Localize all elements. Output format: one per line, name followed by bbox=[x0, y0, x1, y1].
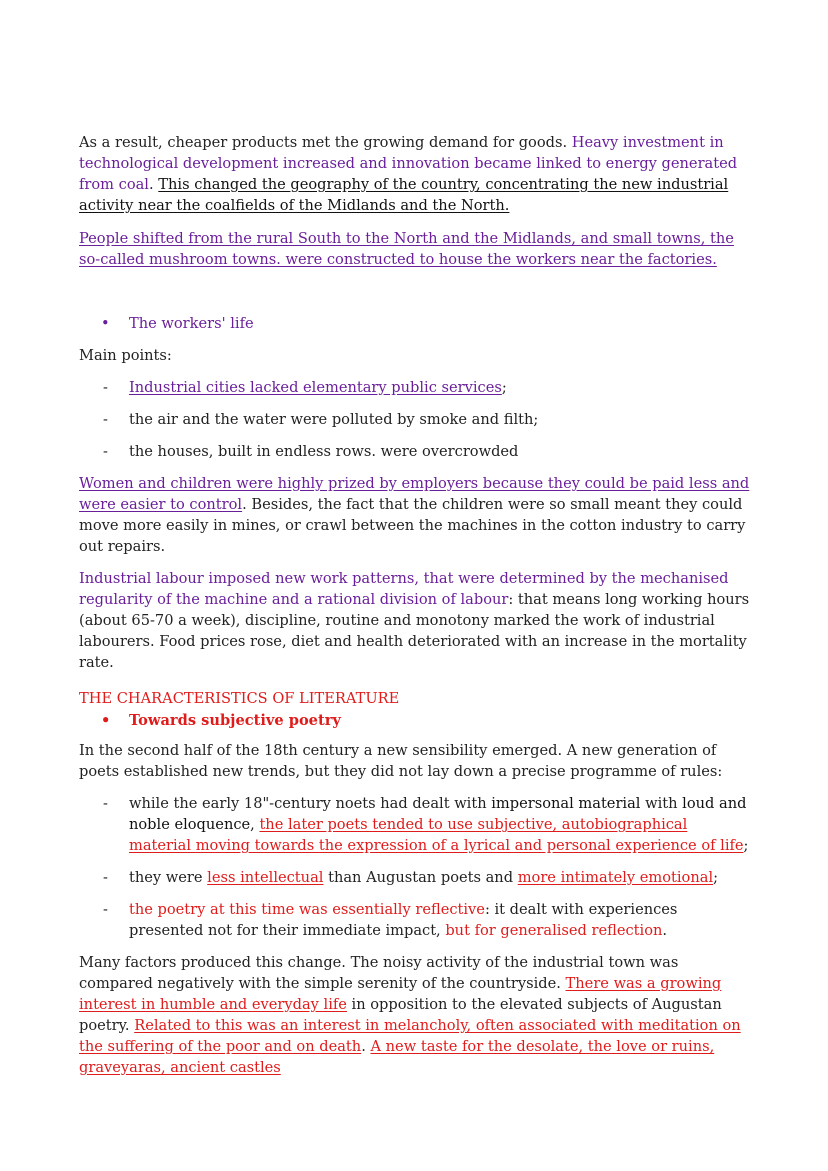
bullet-icon: • bbox=[101, 712, 111, 729]
section-heading-literature: THE CHARACTERISTICS OF LITERATURE bbox=[79, 690, 400, 707]
list-item bbox=[79, 867, 751, 888]
text-than-augustan: than Augustan poets and bbox=[323, 869, 518, 886]
text-melancholy: Related to this was an interest in melancholy, often associated with meditation on the suffering of the poor and on death bbox=[79, 1017, 741, 1055]
text-generalised-reflection: but for generalised reflection bbox=[445, 922, 663, 939]
text-they-were: they were bbox=[129, 869, 208, 886]
text-punct: ; bbox=[713, 869, 719, 886]
dash-icon: - bbox=[103, 901, 108, 918]
paragraph-many-factors bbox=[79, 952, 751, 1078]
text-children-mines: . Besides, the fact that the children were so small meant they could move more easily in mines, or crawl between the machines in the cotton industry to carry out repairs. bbox=[79, 496, 746, 555]
text-noisy-activity: Many factors produced this change. The noisy activity of the industrial town was compared negatively with the simple serenity of the countryside. bbox=[79, 954, 679, 992]
list-item bbox=[79, 899, 751, 941]
section-subjective-poetry bbox=[79, 710, 751, 731]
list-item bbox=[79, 377, 751, 398]
text-reflective-poetry: the poetry at this time was essentially reflective bbox=[129, 901, 485, 918]
text-overcrowded-houses: the houses, built in endless rows. were overcrowded bbox=[129, 443, 519, 460]
list-item bbox=[79, 409, 751, 430]
text-less-intellectual: less intellectual bbox=[207, 869, 324, 886]
section-workers-life bbox=[79, 313, 751, 334]
text-loud-eloquence: loud and noble eloquence bbox=[129, 795, 747, 833]
paragraph-women-children bbox=[79, 473, 751, 557]
text-public-services: Industrial cities lacked elementary public services bbox=[129, 379, 502, 396]
text-impersonal-material: impersonal material bbox=[491, 795, 641, 812]
dash-icon: - bbox=[103, 869, 108, 886]
text-punct: ; bbox=[501, 379, 507, 396]
text-punct: . bbox=[662, 922, 668, 939]
text-punct: . bbox=[361, 1038, 371, 1055]
text-heavy-investment: Heavy investment in technological development increased and innovation became linked to energy generated from coal bbox=[79, 134, 738, 193]
text-more-emotional: more intimately emotional bbox=[517, 869, 714, 886]
text-experiences: : it dealt with experiences presented not for their immediate impact, bbox=[129, 901, 678, 939]
dash-icon: - bbox=[103, 443, 108, 460]
dash-icon: - bbox=[103, 795, 108, 812]
document-body bbox=[79, 132, 751, 1078]
paragraph-industrial-labour bbox=[79, 568, 751, 673]
text-desolate-taste: A new taste for the desolate, the love or ruins, graveyaras, ancient castles bbox=[79, 1038, 715, 1076]
text-long-hours: : that means long working hours (about 65-70 a week), discipline, routine and monotony marked the work of industrial labourers. Food prices rose, diet and health deteriorated with an increase in the mortality rate. bbox=[79, 591, 750, 671]
paragraph-industrial-geography bbox=[79, 132, 751, 216]
text-new-work-patterns: Industrial labour imposed new work patterns, that were determined by the mechanised regularity of the machine and a rational division of labour bbox=[79, 570, 729, 608]
bullet-icon: • bbox=[101, 315, 110, 332]
section-heading-subjective-poetry: Towards subjective poetry bbox=[129, 712, 341, 729]
text-augustan-opposition: in opposition to the elevated subjects of Augustan poetry. bbox=[79, 996, 722, 1034]
list-item bbox=[79, 441, 751, 462]
text-punct: , bbox=[250, 816, 260, 833]
text-humble-life: There was a growing interest in humble and everyday life bbox=[79, 975, 722, 1013]
text-geography-change: This changed the geography of the country, concentrating the new industrial activity near the coalfields of the Midlands and the North. bbox=[79, 176, 729, 214]
text-with: with bbox=[640, 795, 683, 812]
section-heading-workers-life: The workers' life bbox=[129, 315, 254, 332]
paragraph-people-shifted: People shifted from the rural South to the North and the Midlands, and small towns, the so-called mushroom towns. were constructed to house the workers near the factories. bbox=[79, 230, 734, 268]
paragraph-new-sensibility: In the second half of the 18th century a new sensibility emerged. A new generation of poets established new trends, but they did not lay down a precise programme of rules: bbox=[79, 742, 723, 780]
text-cheaper-products: As a result, cheaper products met the growing demand for goods. bbox=[79, 134, 572, 151]
list-item bbox=[79, 793, 751, 856]
dash-icon: - bbox=[103, 411, 108, 428]
text-punct: . bbox=[148, 176, 159, 193]
text-early-poets: while the early 18"-century noets had dealt with bbox=[129, 795, 492, 812]
text-women-children-prized: Women and children were highly prized by employers because they could be paid less and were easier to control bbox=[79, 475, 750, 513]
main-points-label: Main points: bbox=[79, 347, 172, 364]
text-pollution: the air and the water were polluted by smoke and filth; bbox=[129, 411, 539, 428]
dash-icon: - bbox=[103, 379, 108, 396]
text-later-poets: the later poets tended to use subjective, autobiographical material moving towards the expression of a lyrical and personal experience of life bbox=[129, 816, 744, 854]
text-punct: ; bbox=[743, 837, 749, 854]
